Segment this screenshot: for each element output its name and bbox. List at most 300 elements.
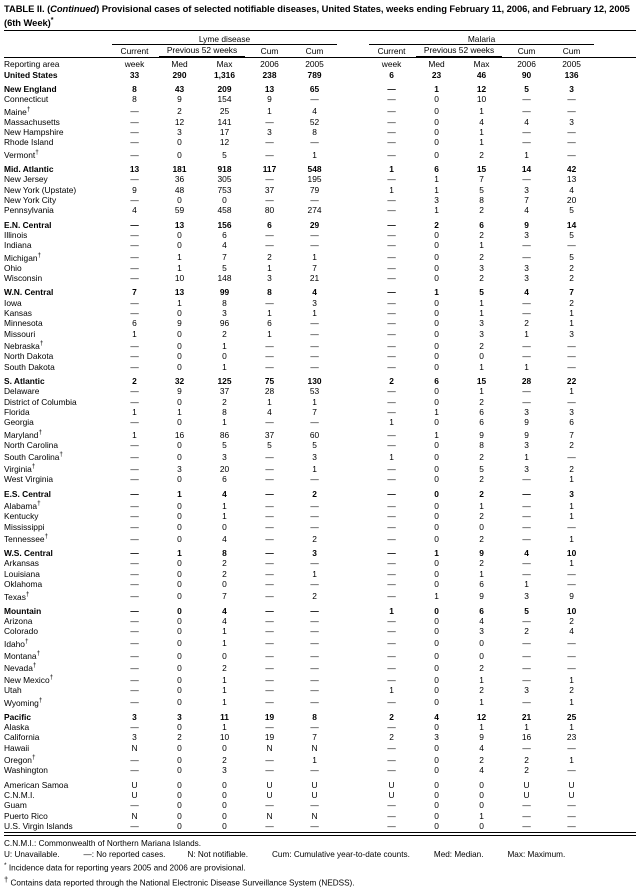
cell-lyme-cum-2005: —: [310, 500, 319, 511]
cell-malaria-max: 2: [479, 685, 484, 696]
cell-lyme-cum-2006: N: [266, 742, 273, 753]
cell-lyme-cum-2005: —: [310, 685, 319, 696]
table-row: [4, 462, 636, 474]
header-malaria-cum2005-top: Cum: [562, 45, 581, 56]
cell-lyme-max: 0: [222, 820, 227, 831]
row-area-label: Minnesota: [4, 318, 43, 329]
table-row: [4, 287, 636, 297]
row-area-label: Nebraska†: [4, 340, 44, 351]
cell-lyme-med: 13: [174, 219, 185, 230]
cell-lyme-cum-2005: 274: [307, 205, 322, 216]
cell-lyme-max: 0: [222, 810, 227, 821]
dagger-marker: †: [4, 875, 9, 885]
row-area-label: Arizona: [4, 616, 33, 626]
cell-lyme-cum-2006: —: [265, 488, 274, 499]
row-tail-cell: [594, 287, 636, 297]
row-gap-cell: [337, 579, 369, 589]
cell-lyme-med: 1: [177, 252, 182, 263]
cell-malaria-med: 0: [434, 742, 439, 753]
row-gap-cell: [337, 205, 369, 215]
cell-malaria-cum-2005: 3: [569, 328, 574, 339]
cell-malaria-cum-2006: 2: [524, 626, 529, 637]
cell-lyme-max: 1: [222, 626, 227, 637]
cell-malaria-current-week: —: [387, 626, 396, 637]
row-tail-cell: [594, 417, 636, 427]
cell-malaria-med: 1: [434, 174, 439, 185]
table-row: [4, 522, 636, 532]
cell-malaria-med: 0: [434, 94, 439, 105]
cell-malaria-cum-2005: 3: [569, 116, 574, 127]
cell-malaria-cum-2006: —: [522, 742, 531, 753]
cell-malaria-cum-2006: —: [522, 488, 531, 499]
cell-malaria-cum-2006: —: [522, 650, 531, 661]
row-gap-cell: [337, 339, 369, 351]
cell-malaria-max: 3: [479, 328, 484, 339]
cell-lyme-cum-2006: 238: [262, 69, 277, 80]
cell-malaria-cum-2006: —: [522, 94, 531, 105]
cell-lyme-med: 0: [177, 558, 182, 569]
row-area-label: U.S. Virgin Islands: [4, 820, 73, 831]
cell-malaria-current-week: —: [387, 800, 396, 811]
cell-lyme-med: 0: [177, 240, 182, 251]
cell-malaria-cum-2006: —: [522, 106, 531, 117]
cell-lyme-cum-2006: 75: [264, 376, 275, 386]
cell-malaria-current-week: —: [387, 765, 396, 776]
cell-malaria-med: 0: [434, 685, 439, 696]
row-gap-cell: [337, 765, 369, 775]
cell-malaria-current-week: —: [387, 591, 396, 602]
row-tail-cell: [594, 685, 636, 695]
cell-lyme-med: 0: [177, 810, 182, 821]
cell-malaria-cum-2006: —: [522, 351, 531, 362]
cell-lyme-current-week: —: [130, 500, 139, 511]
cell-lyme-med: 3: [177, 464, 182, 475]
cell-malaria-cum-2005: 2: [569, 616, 574, 626]
cell-malaria-max: 2: [479, 340, 484, 351]
row-footnote-marker: †: [37, 500, 41, 508]
cell-malaria-current-week: 1: [389, 605, 394, 616]
row-gap-cell: [337, 362, 369, 372]
cell-lyme-cum-2005: —: [310, 722, 319, 733]
row-area-label: Arkansas: [4, 558, 39, 569]
cell-malaria-med: 0: [434, 662, 439, 673]
row-gap-cell: [337, 821, 369, 831]
cell-lyme-current-week: —: [130, 626, 139, 637]
cell-malaria-med: 0: [434, 820, 439, 831]
row-gap-cell: [337, 287, 369, 297]
row-tail-cell: [594, 790, 636, 800]
cell-lyme-med: 32: [174, 376, 185, 386]
cell-malaria-cum-2005: 5: [569, 229, 574, 240]
cell-malaria-cum-2006: 1: [524, 361, 529, 372]
cell-lyme-med: 0: [177, 439, 182, 450]
cell-malaria-current-week: —: [387, 754, 396, 765]
table-row: [4, 94, 636, 104]
row-tail-cell: [594, 251, 636, 263]
cell-malaria-cum-2005: 4: [569, 184, 574, 195]
header-spacer-right-2: [594, 45, 636, 58]
cell-malaria-current-week: —: [387, 474, 396, 485]
cell-malaria-current-week: —: [387, 820, 396, 831]
table-row: [4, 263, 636, 273]
table-row: [4, 339, 636, 351]
table-row: [4, 386, 636, 396]
row-tail-cell: [594, 474, 636, 484]
cell-lyme-cum-2005: —: [310, 820, 319, 831]
cell-malaria-med: 1: [434, 205, 439, 216]
cell-malaria-cum-2006: 1: [524, 722, 529, 733]
row-footnote-marker: †: [44, 533, 49, 540]
row-area-label: Pacific: [4, 711, 32, 722]
cell-lyme-current-week: —: [130, 240, 139, 251]
cell-malaria-med: 0: [434, 779, 439, 790]
cell-malaria-cum-2005: —: [567, 638, 576, 649]
row-area-label: District of Columbia: [4, 396, 77, 407]
row-gap-cell: [337, 251, 369, 263]
cell-lyme-cum-2005: 53: [309, 386, 320, 397]
cell-lyme-cum-2005: —: [310, 94, 319, 105]
row-gap-cell: [337, 117, 369, 127]
cell-malaria-med: 0: [434, 396, 439, 407]
cell-lyme-cum-2006: —: [265, 638, 274, 649]
cell-lyme-cum-2006: —: [265, 174, 274, 185]
cell-lyme-cum-2006: U: [266, 789, 273, 800]
header-gap-mid: [337, 30, 369, 45]
cell-malaria-cum-2005: 7: [569, 287, 574, 298]
cell-malaria-cum-2006: —: [522, 820, 531, 831]
cell-lyme-cum-2005: —: [310, 318, 319, 329]
cell-lyme-current-week: 9: [132, 184, 137, 195]
cell-malaria-cum-2006: —: [522, 511, 531, 522]
row-gap-cell: [337, 220, 369, 230]
row-tail-cell: [594, 712, 636, 722]
row-gap-cell: [337, 753, 369, 765]
row-area-label: Colorado: [4, 626, 38, 637]
header-area-blank: [4, 45, 112, 58]
row-gap-cell: [337, 811, 369, 821]
row-tail-cell: [594, 127, 636, 137]
table-row: [4, 84, 636, 94]
cell-malaria-cum-2006: —: [522, 500, 531, 511]
cell-malaria-cum-2006: 3: [524, 591, 529, 602]
cell-malaria-med: 1: [434, 287, 439, 298]
cell-lyme-cum-2006: 2: [267, 252, 272, 263]
row-tail-cell: [594, 407, 636, 417]
table-row: [4, 117, 636, 127]
cell-lyme-cum-2005: —: [310, 229, 319, 240]
row-gap-cell: [337, 649, 369, 661]
cell-lyme-max: 209: [217, 83, 232, 94]
row-area-label: Delaware: [4, 386, 40, 397]
cell-malaria-max: 1: [479, 568, 484, 579]
cell-malaria-cum-2005: 1: [569, 474, 574, 485]
cell-lyme-max: 5: [222, 262, 227, 273]
disease-name-malaria: Malaria: [369, 34, 594, 45]
row-footnote-marker: †: [26, 105, 31, 113]
cell-lyme-max: 7: [222, 252, 227, 263]
cell-lyme-med: 0: [177, 361, 182, 372]
row-area-label: Montana†: [4, 649, 41, 661]
cell-lyme-current-week: —: [130, 396, 139, 407]
cell-lyme-med: 1: [177, 262, 182, 273]
cell-malaria-cum-2005: U: [568, 779, 575, 790]
cell-lyme-med: 0: [177, 452, 182, 462]
cell-malaria-current-week: —: [387, 297, 396, 308]
table-row: [4, 511, 636, 521]
row-gap-cell: [337, 499, 369, 511]
row-area-label: Alaska: [4, 722, 30, 733]
cell-malaria-cum-2006: —: [522, 308, 531, 319]
cell-lyme-cum-2005: 1: [312, 149, 317, 160]
row-gap-cell: [337, 450, 369, 462]
table-row: [4, 821, 636, 831]
row-area-label: California: [4, 732, 40, 743]
cell-lyme-max: 0: [222, 650, 227, 661]
cell-malaria-current-week: —: [387, 439, 396, 450]
cell-lyme-max: 2: [222, 754, 227, 765]
cell-malaria-current-week: —: [387, 616, 396, 626]
header-lyme-week: week: [112, 57, 157, 70]
row-footnote-marker: †: [49, 674, 54, 682]
cell-lyme-max: 0: [222, 351, 227, 362]
cell-malaria-max: 6: [479, 605, 484, 616]
cell-lyme-cum-2006: —: [265, 417, 274, 428]
cell-malaria-max: 1: [479, 722, 484, 733]
row-tail-cell: [594, 185, 636, 195]
table-row: [4, 428, 636, 440]
cell-malaria-cum-2006: —: [522, 137, 531, 148]
cell-lyme-max: 4: [222, 533, 227, 544]
cell-lyme-current-week: —: [130, 137, 139, 148]
cell-malaria-cum-2005: 14: [566, 219, 577, 230]
cell-lyme-max: 4: [222, 616, 227, 626]
header-malaria-med: Med: [414, 57, 459, 70]
table-row: [4, 105, 636, 117]
cell-malaria-current-week: —: [387, 697, 396, 708]
cell-lyme-current-week: 2: [132, 376, 137, 386]
row-tail-cell: [594, 780, 636, 790]
row-area-label: Texas†: [4, 590, 30, 602]
cell-malaria-current-week: —: [387, 396, 396, 407]
legend-u: U: Unavailable.: [4, 850, 60, 860]
row-tail-cell: [594, 298, 636, 308]
table-row: [4, 205, 636, 215]
cell-lyme-cum-2005: U: [311, 779, 318, 790]
cell-lyme-current-week: 8: [132, 94, 137, 105]
cell-lyme-max: 5: [222, 439, 227, 450]
cell-malaria-med: 0: [434, 240, 439, 251]
cell-lyme-cum-2006: —: [265, 650, 274, 661]
cell-malaria-max: 0: [479, 820, 484, 831]
cell-malaria-cum-2005: 1: [569, 511, 574, 522]
row-tail-cell: [594, 308, 636, 318]
cell-lyme-cum-2006: —: [265, 297, 274, 308]
cell-malaria-max: 1: [479, 386, 484, 397]
row-tail-cell: [594, 732, 636, 742]
cell-lyme-current-week: N: [131, 810, 138, 821]
cell-lyme-med: 0: [177, 789, 182, 800]
table-row: [4, 743, 636, 753]
table-row: [4, 298, 636, 308]
row-area-label: Hawaii: [4, 742, 30, 753]
cell-lyme-cum-2005: —: [310, 417, 319, 428]
row-gap-cell: [337, 489, 369, 499]
cell-malaria-max: 0: [479, 800, 484, 811]
cell-lyme-cum-2006: —: [265, 474, 274, 485]
cell-malaria-current-week: —: [387, 273, 396, 284]
cell-lyme-current-week: —: [130, 511, 139, 522]
cell-lyme-max: 0: [222, 779, 227, 790]
cell-lyme-cum-2006: —: [265, 591, 274, 602]
cell-lyme-current-week: U: [131, 789, 138, 800]
cell-malaria-cum-2006: 4: [524, 205, 529, 216]
cell-lyme-max: 12: [219, 137, 230, 148]
title-prefix: TABLE II. (: [4, 3, 51, 14]
cell-malaria-cum-2005: —: [567, 650, 576, 661]
row-area-label: New Hampshire: [4, 127, 64, 138]
page-title: [0, 0, 640, 30]
cell-lyme-cum-2005: 2: [312, 488, 317, 499]
cell-malaria-cum-2005: 1: [569, 754, 574, 765]
cell-lyme-cum-2006: —: [265, 605, 274, 616]
cell-lyme-max: 1: [222, 697, 227, 708]
cell-malaria-current-week: —: [387, 149, 396, 160]
row-area-label: Georgia: [4, 417, 34, 428]
row-gap-cell: [337, 511, 369, 521]
header-lyme-cum2006: 2006: [247, 57, 292, 70]
row-gap-cell: [337, 661, 369, 673]
cell-lyme-cum-2006: —: [265, 685, 274, 696]
cell-malaria-cum-2006: —: [522, 396, 531, 407]
cell-lyme-cum-2005: —: [310, 616, 319, 626]
table-row: [4, 532, 636, 544]
cell-malaria-max: 1: [479, 297, 484, 308]
row-gap-cell: [337, 548, 369, 558]
cell-lyme-cum-2006: —: [265, 194, 274, 205]
cell-lyme-med: 0: [177, 697, 182, 708]
cell-malaria-max: 2: [479, 511, 484, 522]
cell-lyme-med: 0: [177, 396, 182, 407]
cell-malaria-max: 1: [479, 697, 484, 708]
cell-lyme-cum-2006: —: [265, 511, 274, 522]
cell-malaria-max: 1: [479, 674, 484, 685]
table-row: [4, 127, 636, 137]
cell-lyme-med: 0: [177, 308, 182, 319]
row-area-label: South Carolina†: [4, 451, 63, 462]
header-malaria-current: Current: [377, 45, 406, 56]
cell-lyme-cum-2006: 1: [267, 262, 272, 273]
cell-malaria-cum-2005: 6: [569, 417, 574, 428]
cell-malaria-max: 5: [479, 287, 484, 298]
cell-lyme-cum-2005: —: [310, 194, 319, 205]
cell-malaria-cum-2005: 25: [566, 711, 577, 722]
cell-lyme-cum-2006: 8: [267, 287, 272, 298]
cell-malaria-cum-2006: 3: [524, 229, 529, 240]
table-row: [4, 548, 636, 558]
cell-lyme-max: 0: [222, 789, 227, 800]
legend-n: N: Not notifiable.: [187, 850, 248, 860]
cell-malaria-max: 2: [479, 754, 484, 765]
cell-lyme-cum-2005: 1: [312, 754, 317, 765]
cell-lyme-max: 2: [222, 558, 227, 569]
cell-lyme-current-week: —: [130, 351, 139, 362]
cell-lyme-max: 2: [222, 396, 227, 407]
table-row: [4, 722, 636, 732]
cell-lyme-max: 156: [217, 219, 232, 230]
cell-malaria-cum-2005: —: [567, 240, 576, 251]
cell-malaria-cum-2006: 9: [524, 417, 529, 428]
row-tail-cell: [594, 174, 636, 184]
cell-malaria-cum-2005: 22: [566, 376, 577, 386]
cell-malaria-cum-2005: U: [568, 789, 575, 800]
cell-malaria-med: 0: [434, 650, 439, 661]
cell-lyme-med: 0: [177, 722, 182, 733]
cell-lyme-cum-2005: —: [310, 579, 319, 590]
row-gap-cell: [337, 308, 369, 318]
cell-malaria-cum-2006: —: [522, 521, 531, 532]
cell-lyme-med: 43: [174, 83, 185, 94]
cell-malaria-cum-2006: 2: [524, 318, 529, 329]
cell-lyme-cum-2006: —: [265, 464, 274, 475]
row-area-label: Kentucky: [4, 511, 39, 522]
cell-malaria-med: 0: [434, 340, 439, 351]
cell-lyme-cum-2005: 21: [309, 273, 320, 284]
table-row: [4, 637, 636, 649]
cell-malaria-med: 0: [434, 106, 439, 117]
cell-malaria-cum-2005: —: [567, 662, 576, 673]
row-area-label: Mississippi: [4, 521, 45, 532]
cell-lyme-cum-2006: —: [265, 452, 274, 462]
row-area-label: United States: [4, 69, 58, 80]
cell-malaria-cum-2006: 1: [524, 149, 529, 160]
cell-malaria-max: 2: [479, 452, 484, 462]
cell-lyme-cum-2006: 28: [264, 386, 275, 397]
table-row: [4, 606, 636, 616]
cell-malaria-current-week: —: [387, 116, 396, 127]
row-tail-cell: [594, 661, 636, 673]
cell-lyme-current-week: —: [130, 765, 139, 776]
cell-malaria-max: 1: [479, 127, 484, 138]
cell-lyme-cum-2006: —: [265, 765, 274, 776]
cell-lyme-max: 1: [222, 500, 227, 511]
cell-malaria-cum-2006: —: [522, 174, 531, 185]
cell-lyme-cum-2005: —: [310, 240, 319, 251]
row-area-label: Mountain: [4, 605, 42, 616]
cell-malaria-med: 0: [434, 521, 439, 532]
cell-lyme-current-week: —: [130, 106, 139, 117]
cell-lyme-max: 1,316: [214, 69, 235, 80]
cell-lyme-cum-2006: 19: [264, 732, 275, 743]
row-area-label: Ohio: [4, 262, 22, 273]
cell-lyme-cum-2005: —: [310, 650, 319, 661]
cell-lyme-cum-2005: 3: [312, 297, 317, 308]
cell-lyme-max: 8: [222, 407, 227, 418]
cell-malaria-med: 0: [434, 626, 439, 637]
row-tail-cell: [594, 105, 636, 117]
cell-malaria-cum-2006: 3: [524, 262, 529, 273]
row-tail-cell: [594, 440, 636, 450]
row-gap-cell: [337, 417, 369, 427]
cell-lyme-current-week: 4: [132, 205, 137, 216]
cell-malaria-med: 0: [434, 386, 439, 397]
table-row: [4, 673, 636, 685]
cell-lyme-max: 4: [222, 488, 227, 499]
cell-lyme-cum-2006: —: [265, 500, 274, 511]
cell-malaria-current-week: —: [387, 262, 396, 273]
cell-malaria-max: 3: [479, 262, 484, 273]
cell-lyme-current-week: —: [130, 464, 139, 475]
row-gap-cell: [337, 474, 369, 484]
